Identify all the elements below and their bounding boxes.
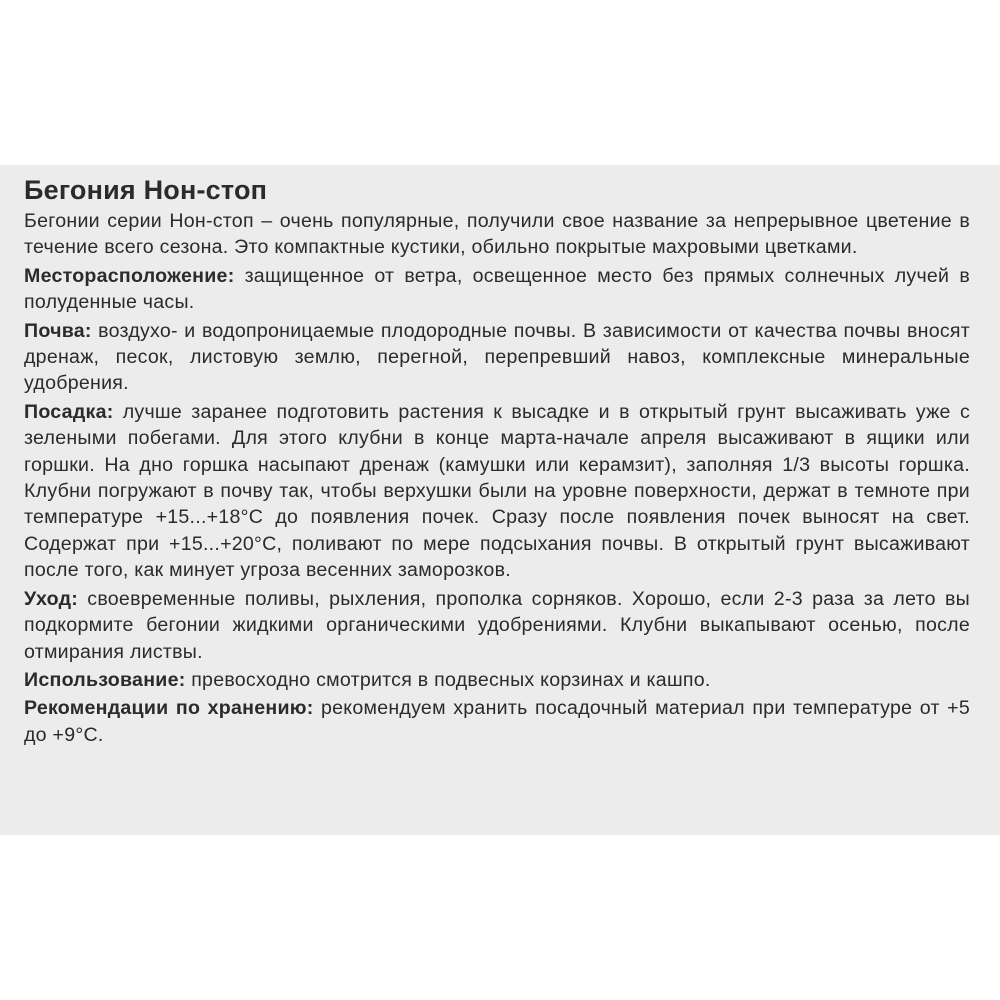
section-care (24, 586, 970, 665)
section-text: своевременные поливы, рыхления, прополка сорняков. Хорошо, если 2-3 раза за лето вы подкормите бегонии жидкими органическими удобрениями. Клубни выкапывают осенью, после отмирания листвы. (24, 587, 970, 663)
section-text: превосходно смотрится в подвесных корзинах и кашпо. (185, 668, 711, 691)
section-location (24, 263, 970, 316)
section-label: Уход: (24, 587, 79, 610)
section-text: лучше заранее подготовить растения к высадке и в открытый грунт высаживать уже с зелеными побегами. Для этого клубни в конце марта-начале апреля высаживают в ящики или горшки. На дно горшка насыпают дренаж (камушки или керамзит), заполняя 1/3 высоты горшка. Клубни погружают в почву так, чтобы верхушки были на уровне поверхности, держат в темноте при температуре +15...+18°С до появления почек. Сразу после появления почек выносят на свет. Содержат при +15...+20°С, поливают по мере подсыхания почвы. В открытый грунт высаживают после того, как минует угроза весенних заморозков. (24, 400, 970, 582)
section-soil (24, 318, 970, 397)
section-label: Месторасположение: (24, 264, 235, 287)
section-usage (24, 667, 970, 693)
section-text: воздухо- и водопроницаемые плодородные почвы. В зависимости от качества почвы вносят дренаж, песок, листовую землю, перегной, перепревший навоз, комплексные минеральные удобрения. (24, 319, 970, 395)
section-label: Почва: (24, 319, 92, 342)
section-label: Использование: (24, 668, 186, 691)
section-text: защищенное от ветра, освещенное место без прямых солнечных лучей в полуденные часы. (24, 264, 970, 314)
section-text: рекомендуем хранить посадочный материал при температуре от +5 до +9°С. (24, 697, 970, 746)
section-label: Рекомендации по хранению: (24, 697, 314, 720)
product-title: Бегония Нон-стоп (24, 175, 268, 205)
section-label: Посадка: (24, 400, 114, 423)
section-storage (24, 695, 970, 748)
label-card (0, 165, 1000, 835)
intro-paragraph: Бегонии серии Нон-стоп – очень популярные, получили свое название за непрерывное цветение в течение всего сезона. Это компактные кустики, обильно покрытые махровыми цветками. (24, 210, 970, 259)
section-planting (24, 399, 970, 584)
